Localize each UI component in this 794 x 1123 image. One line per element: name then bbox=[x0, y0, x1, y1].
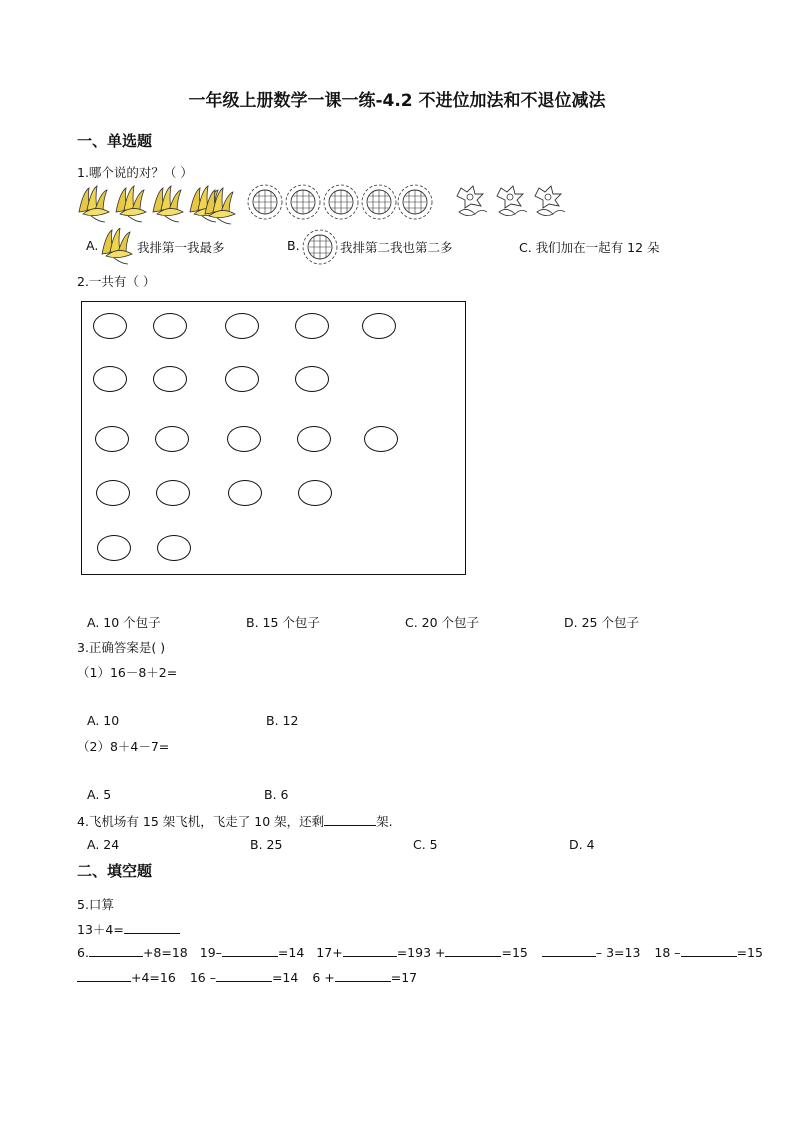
question-3-part-1-option-a: A. 10 bbox=[87, 713, 120, 728]
equation-prefix: 16 – bbox=[189, 970, 216, 985]
chrysanthemum-icon bbox=[116, 186, 146, 222]
chrysanthemum-icon bbox=[153, 186, 183, 222]
answer-blank[interactable] bbox=[324, 814, 376, 826]
answer-blank[interactable] bbox=[445, 945, 501, 957]
equation-suffix: =15 bbox=[501, 945, 528, 960]
equation-prefix: 6. bbox=[77, 945, 89, 960]
equation-prefix: 6 + bbox=[312, 970, 335, 985]
answer-blank[interactable] bbox=[343, 945, 397, 957]
equation-suffix: – 3=13 bbox=[595, 945, 641, 960]
question-1-option-b-label: B. bbox=[287, 238, 300, 253]
answer-blank[interactable] bbox=[216, 970, 272, 982]
equation-suffix: =14 bbox=[277, 945, 305, 960]
question-5-equation bbox=[77, 920, 180, 938]
equation-suffix: =17 bbox=[390, 970, 418, 985]
chrysanthemum-icon bbox=[79, 186, 109, 222]
bun-oval bbox=[97, 535, 131, 561]
equation-suffix: +4=16 bbox=[131, 970, 176, 985]
bun-oval bbox=[295, 313, 329, 339]
bun-oval bbox=[155, 426, 189, 452]
question-4-stem-unit: 架. bbox=[376, 814, 393, 829]
question-2-option-d: D. 25 个包子 bbox=[564, 615, 639, 630]
bun-oval bbox=[95, 426, 129, 452]
question-4-option-d: D. 4 bbox=[569, 837, 595, 852]
question-4-stem bbox=[77, 812, 393, 830]
answer-blank[interactable] bbox=[681, 945, 737, 957]
morning-glory-icon bbox=[457, 186, 487, 216]
bun-oval bbox=[225, 313, 259, 339]
bun-oval bbox=[295, 366, 329, 392]
bun-oval bbox=[297, 426, 331, 452]
question-4-option-c: C. 5 bbox=[413, 837, 438, 852]
question-1-option-a-label: A. bbox=[86, 238, 99, 253]
bun-oval bbox=[225, 366, 259, 392]
bun-oval bbox=[157, 535, 191, 561]
page-title: 一年级上册数学一课一练-4.2 不进位加法和不退位减法 bbox=[188, 91, 606, 111]
answer-blank[interactable] bbox=[542, 945, 596, 957]
question-4-stem-text: 4.飞机场有 15 架飞机，飞走了 10 架，还剩 bbox=[77, 814, 325, 829]
question-6-line-2 bbox=[77, 970, 417, 985]
question-3-part-2-option-b: B. 6 bbox=[264, 787, 289, 802]
sunflower-icon bbox=[302, 227, 340, 267]
bun-oval bbox=[364, 426, 398, 452]
question-1-option-a-text: 我排第一我最多 bbox=[137, 240, 225, 255]
equation-prefix: 19– bbox=[199, 945, 222, 960]
question-3-stem: 3.正确答案是( ) bbox=[77, 640, 166, 655]
bun-oval bbox=[153, 366, 187, 392]
sunflower-icon bbox=[286, 185, 320, 219]
sunflower-icon bbox=[398, 185, 432, 219]
section-heading-single-choice: 一、单选题 bbox=[77, 132, 153, 150]
question-4-option-b: B. 25 bbox=[250, 837, 283, 852]
question-6-line-1 bbox=[77, 945, 763, 960]
sunflower-icon bbox=[362, 185, 396, 219]
question-1-option-b-text: 我排第二我也第二多 bbox=[340, 240, 453, 255]
bun-oval bbox=[298, 480, 332, 506]
section-heading-fill-in: 二、填空题 bbox=[77, 862, 153, 880]
equation-text: 13＋4= bbox=[77, 922, 124, 937]
equation-prefix: 18 – bbox=[654, 945, 681, 960]
bun-oval bbox=[93, 313, 127, 339]
sunflower-icon bbox=[248, 185, 282, 219]
question-5-stem: 5.口算 bbox=[77, 897, 114, 912]
answer-blank[interactable] bbox=[222, 945, 278, 957]
question-3-part-2-option-a: A. 5 bbox=[87, 787, 112, 802]
question-2-stem: 2.一共有（ ） bbox=[77, 274, 156, 289]
question-4-option-a: A. 24 bbox=[87, 837, 120, 852]
bun-oval bbox=[362, 313, 396, 339]
bun-oval bbox=[96, 480, 130, 506]
answer-blank[interactable] bbox=[89, 945, 143, 957]
equation-suffix: +8=18 bbox=[142, 945, 188, 960]
bun-picture-box bbox=[81, 301, 466, 575]
question-3-part-1-option-b: B. 12 bbox=[266, 713, 299, 728]
chrysanthemum-icon bbox=[98, 228, 138, 266]
bun-oval bbox=[227, 426, 261, 452]
question-3-part-1: （1）16－8＋2= bbox=[77, 665, 178, 680]
question-2-option-a: A. 10 个包子 bbox=[87, 615, 161, 630]
flower-picture-row bbox=[75, 182, 575, 226]
question-3-part-2: （2）8＋4－7= bbox=[77, 739, 170, 754]
answer-blank[interactable] bbox=[77, 970, 131, 982]
morning-glory-icon bbox=[535, 186, 565, 216]
question-2-option-c: C. 20 个包子 bbox=[405, 615, 480, 630]
bun-oval bbox=[228, 480, 262, 506]
chrysanthemum-icon bbox=[205, 188, 235, 224]
bun-oval bbox=[93, 366, 127, 392]
morning-glory-icon bbox=[497, 186, 527, 216]
equation-prefix: 17+ bbox=[316, 945, 343, 960]
answer-blank[interactable] bbox=[124, 922, 180, 934]
question-1-option-c: C. 我们加在一起有 12 朵 bbox=[519, 240, 660, 255]
bun-oval bbox=[156, 480, 190, 506]
question-2-option-b: B. 15 个包子 bbox=[246, 615, 320, 630]
equation-suffix: =193 + bbox=[396, 945, 446, 960]
equation-suffix: =15 bbox=[736, 945, 763, 960]
answer-blank[interactable] bbox=[335, 970, 391, 982]
bun-oval bbox=[153, 313, 187, 339]
sunflower-icon bbox=[324, 185, 358, 219]
question-1-stem: 1.哪个说的对？（ ） bbox=[77, 165, 193, 180]
equation-suffix: =14 bbox=[271, 970, 299, 985]
